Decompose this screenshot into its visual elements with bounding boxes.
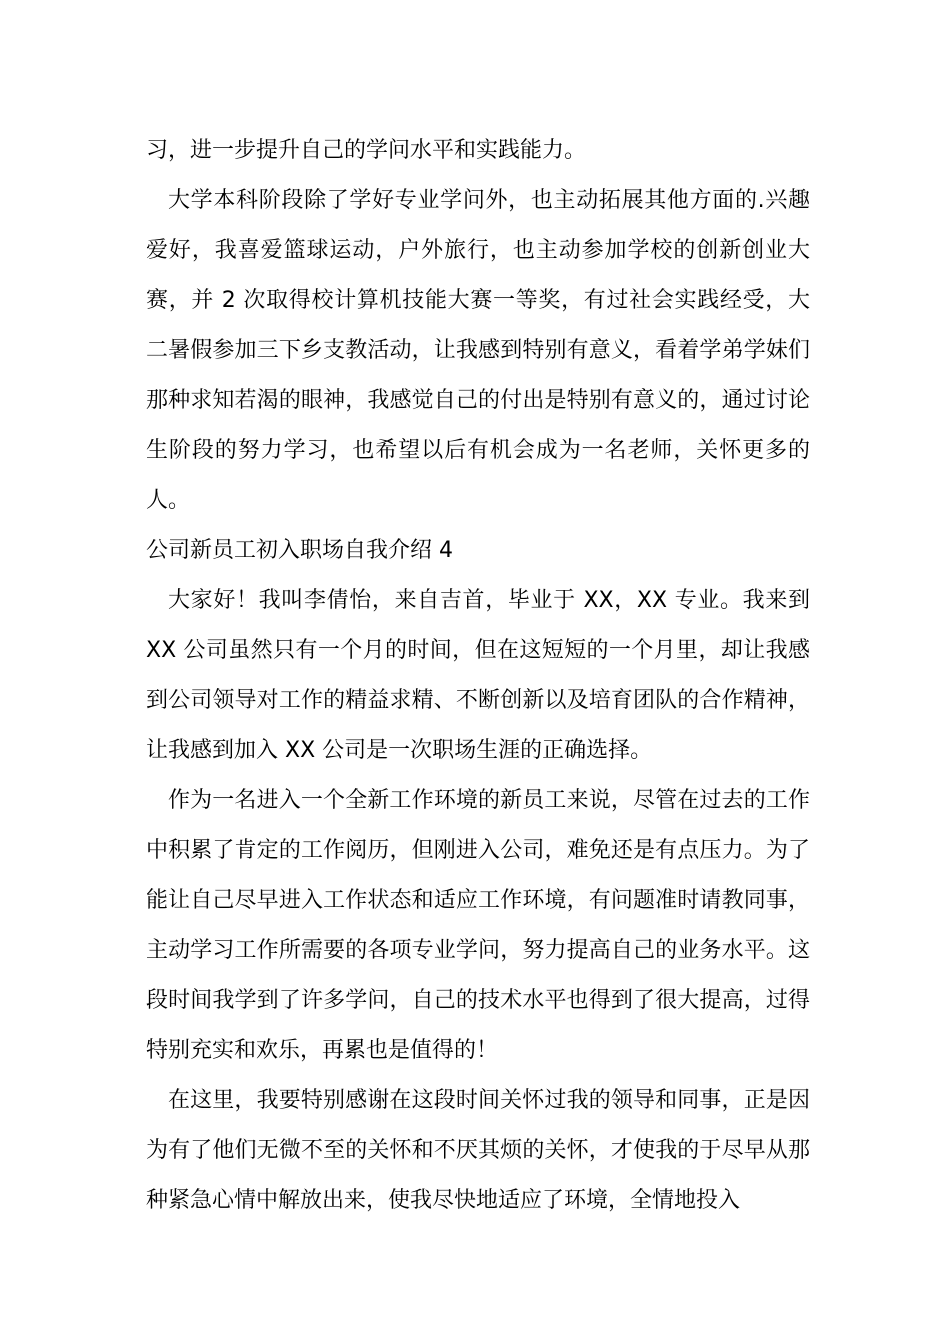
paragraph-thanks: 在这里，我要特别感谢在这段时间关怀过我的领导和同事，正是因为有了他们无微不至的关怀和不厌其烦的关怀，才使我的于尽早从那种紧急心情中解放出来，使我尽快地适应了环境，全情地投入 — [146, 1088, 810, 1213]
document-body — [146, 126, 810, 1226]
paragraph-university-interests: 大学本科阶段除了学好专业学问外，也主动拓展其他方面的.兴趣爱好，我喜爱篮球运动，户外旅行，也主动参加学校的创新创业大赛，并 2 次取得校计算机技能大赛一等奖，有过社会实践经受，大二暑假参加三下乡支教活动，让我感到特别有意义，看着学弟学妹们那种求知若渴的眼神，我感觉自己的付出是特别有意义的，通过讨论生阶段的努力学习，也希望以后有机会成为一名老师，关怀更多的人。 — [146, 188, 810, 513]
paragraph-new-environment: 作为一名进入一个全新工作环境的新员工来说，尽管在过去的工作中积累了肯定的工作阅历，但刚进入公司，难免还是有点压力。为了能让自己尽早进入工作状态和适应工作环境，有问题准时请教同事，主动学习工作所需要的各项专业学问，努力提高自己的业务水平。这段时间我学到了许多学问，自己的技术水平也得到了很大提高，过得特别充实和欢乐，再累也是值得的！ — [146, 788, 810, 1063]
paragraph-continuation: 习，进一步提升自己的学问水平和实践能力。 — [146, 138, 587, 163]
section-heading: 公司新员工初入职场自我介绍 4 — [146, 538, 453, 563]
paragraph-greeting: 大家好！我叫李倩怡，来自吉首，毕业于 XX，XX 专业。我来到 XX 公司虽然只有一个月的时间，但在这短短的一个月里，却让我感到公司领导对工作的精益求精、不断创新以及培育团队的合作精神，让我感到加入 XX 公司是一次职场生涯的正确选择。 — [146, 588, 810, 763]
